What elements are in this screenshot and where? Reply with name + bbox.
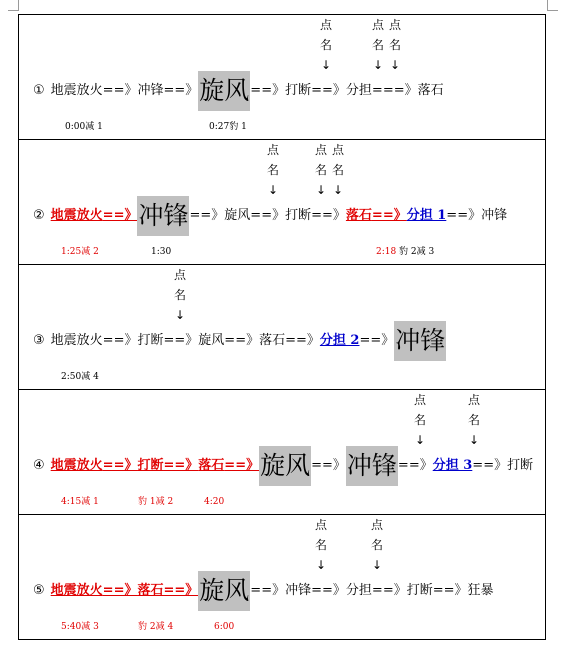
marker-bottom-char: 名 <box>315 538 328 552</box>
skill-name: 打断 <box>285 83 312 98</box>
marker-top-char: 点 <box>315 143 328 157</box>
skill-name: 地震放火 <box>50 333 103 348</box>
skill-sequence <box>33 446 533 486</box>
roll-call-marker <box>267 140 279 200</box>
sequence-arrow: ==》 <box>472 458 508 473</box>
skill-name: 打断 <box>285 208 312 223</box>
time-note: 6:00 <box>214 622 235 632</box>
sequence-arrow: ==》 <box>224 458 260 473</box>
skill-name: 落石 <box>345 208 372 223</box>
sequence-arrow: ==》 <box>311 458 346 473</box>
down-arrow-icon: ↓ <box>414 433 426 447</box>
skill-name: 打断 <box>507 458 534 473</box>
skill-name: 分担 2 <box>319 333 360 348</box>
marker-bottom-char: 名 <box>371 538 384 552</box>
marker-top-char: 点 <box>468 393 481 407</box>
row-number: ② <box>33 208 45 223</box>
marker-bottom-char: 名 <box>174 288 187 302</box>
highlighted-skill: 旋风 <box>198 571 250 611</box>
roll-call-marker <box>320 15 332 75</box>
sequence-arrow: ==》 <box>371 208 407 223</box>
time-note: 2:50减 4 <box>61 372 99 382</box>
row-number: ⑤ <box>33 583 45 598</box>
sequence-arrow: ==》 <box>311 83 346 98</box>
time-note: 豹 2减 3 <box>399 247 435 257</box>
sequence-row-3 <box>18 264 546 389</box>
sequence-arrow: ==》 <box>311 583 346 598</box>
marker-bottom-char: 名 <box>315 163 328 177</box>
sequence-arrow: ==》 <box>397 458 433 473</box>
sequence-row-1 <box>18 14 546 139</box>
skill-name: 分担 <box>345 83 372 98</box>
marker-bottom-char: 名 <box>332 163 345 177</box>
skill-name: 地震放火 <box>50 458 103 473</box>
roll-call-marker <box>174 265 186 325</box>
skill-sequence <box>33 71 444 111</box>
roll-call-marker <box>315 140 327 200</box>
roll-call-marker <box>414 390 426 450</box>
marker-top-char: 点 <box>267 143 280 157</box>
marker-top-char: 点 <box>320 18 333 32</box>
sequence-arrow: ==》 <box>359 333 395 348</box>
marker-bottom-char: 名 <box>372 38 385 52</box>
highlighted-skill: 冲锋 <box>346 446 398 486</box>
time-note: 2:18 <box>376 247 397 257</box>
row-number: ④ <box>33 458 45 473</box>
marker-bottom-char: 名 <box>414 413 427 427</box>
sequence-arrow: ==》 <box>163 583 199 598</box>
sequence-arrow: ==》 <box>102 458 138 473</box>
marker-top-char: 点 <box>389 18 402 32</box>
sequence-arrow: ==》 <box>250 83 286 98</box>
row-number: ③ <box>33 333 45 348</box>
highlighted-skill: 冲锋 <box>394 321 446 361</box>
skill-name: 落石 <box>417 83 444 98</box>
skill-name: 分担 3 <box>432 458 473 473</box>
highlighted-skill: 旋风 <box>259 446 311 486</box>
skill-name: 旋风 <box>198 333 225 348</box>
skill-name: 地震放火 <box>50 83 103 98</box>
highlighted-skill: 冲锋 <box>137 196 189 236</box>
marker-top-char: 点 <box>332 143 345 157</box>
skill-name: 落石 <box>198 458 225 473</box>
marker-top-char: 点 <box>414 393 427 407</box>
time-note: 0:27豹 1 <box>209 122 247 132</box>
skill-name: 冲锋 <box>285 583 312 598</box>
marker-bottom-char: 名 <box>320 38 333 52</box>
time-note: 豹 2减 4 <box>138 622 174 632</box>
skill-sequence <box>33 196 507 236</box>
marker-bottom-char: 名 <box>468 413 481 427</box>
sequence-row-4 <box>18 389 546 514</box>
sequence-arrow: ==》 <box>250 208 286 223</box>
down-arrow-icon: ↓ <box>267 183 279 197</box>
time-note: 4:20 <box>204 497 225 507</box>
marker-bottom-char: 名 <box>389 38 402 52</box>
sequence-arrow: ===》 <box>371 83 418 98</box>
time-note: 1:30 <box>151 247 172 257</box>
time-note: 5:40减 3 <box>61 622 99 632</box>
down-arrow-icon: ↓ <box>320 58 332 72</box>
sequence-arrow: ==》 <box>224 333 260 348</box>
sequence-arrow: ==》 <box>432 583 468 598</box>
down-arrow-icon: ↓ <box>174 308 186 322</box>
time-note: 0:00减 1 <box>65 122 103 132</box>
down-arrow-icon: ↓ <box>332 183 344 197</box>
marker-top-char: 点 <box>174 268 187 282</box>
sequence-arrow: ==》 <box>102 583 138 598</box>
sequence-arrow: ==》 <box>250 583 286 598</box>
skill-name: 地震放火 <box>50 208 103 223</box>
skill-name: 冲锋 <box>481 208 508 223</box>
marker-bottom-char: 名 <box>267 163 280 177</box>
sequence-arrow: ==》 <box>102 83 138 98</box>
sequence-arrow: ==》 <box>163 83 199 98</box>
marker-top-char: 点 <box>371 518 384 532</box>
down-arrow-icon: ↓ <box>372 58 384 72</box>
down-arrow-icon: ↓ <box>315 558 327 572</box>
sequence-arrow: ==》 <box>285 333 320 348</box>
skill-name: 分担 1 <box>406 208 447 223</box>
sequence-arrow: ==》 <box>311 208 346 223</box>
page-corner-mark-right <box>547 0 558 11</box>
skill-name: 打断 <box>406 583 433 598</box>
skill-sequence <box>33 571 494 611</box>
time-note: 4:15减 1 <box>61 497 99 507</box>
marker-top-char: 点 <box>315 518 328 532</box>
skill-sequence <box>33 321 446 361</box>
roll-call-marker <box>315 515 327 575</box>
sequence-arrow: ==》 <box>102 333 138 348</box>
sequence-arrow: ==》 <box>163 458 199 473</box>
sequence-arrow: ==》 <box>446 208 482 223</box>
roll-call-marker <box>332 140 344 200</box>
highlighted-skill: 旋风 <box>198 71 250 111</box>
skill-name: 冲锋 <box>137 83 164 98</box>
skill-name: 分担 <box>345 583 372 598</box>
skill-name: 落石 <box>259 333 286 348</box>
time-note: 1:25减 2 <box>61 247 99 257</box>
skill-name: 旋风 <box>224 208 251 223</box>
roll-call-marker <box>371 515 383 575</box>
sequence-arrow: ==》 <box>371 583 407 598</box>
down-arrow-icon: ↓ <box>315 183 327 197</box>
marker-top-char: 点 <box>372 18 385 32</box>
down-arrow-icon: ↓ <box>389 58 401 72</box>
down-arrow-icon: ↓ <box>371 558 383 572</box>
row-number: ① <box>33 83 45 98</box>
skill-sequence-table <box>18 14 546 640</box>
down-arrow-icon: ↓ <box>468 433 480 447</box>
skill-name: 打断 <box>137 458 164 473</box>
sequence-arrow: ==》 <box>163 333 199 348</box>
skill-name: 狂暴 <box>467 583 494 598</box>
roll-call-marker <box>389 15 401 75</box>
sequence-arrow: ==》 <box>189 208 225 223</box>
skill-name: 打断 <box>137 333 164 348</box>
sequence-row-2 <box>18 139 546 264</box>
roll-call-marker <box>468 390 480 450</box>
skill-name: 地震放火 <box>50 583 103 598</box>
roll-call-marker <box>372 15 384 75</box>
skill-name: 落石 <box>137 583 164 598</box>
time-note: 豹 1减 2 <box>138 497 174 507</box>
page-corner-mark-left <box>8 0 19 11</box>
sequence-row-5 <box>18 514 546 640</box>
sequence-arrow: ==》 <box>102 208 138 223</box>
